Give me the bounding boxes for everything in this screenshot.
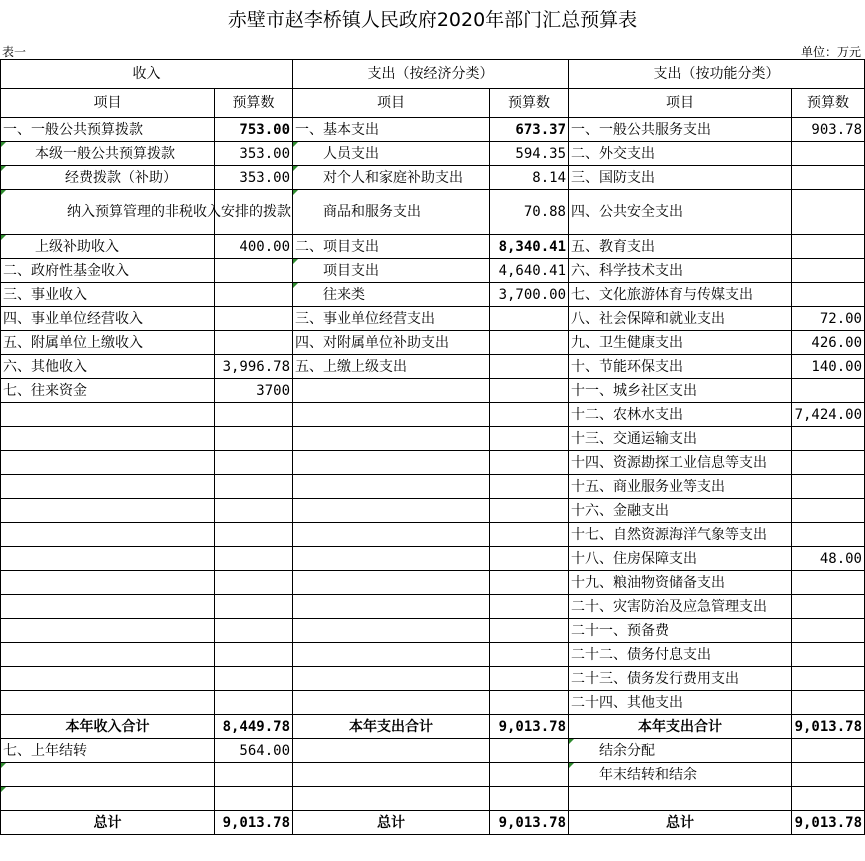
income-amount: 3700 (215, 379, 293, 403)
func-expense-item: 三、国防支出 (569, 166, 792, 190)
econ-expense-item (293, 499, 490, 523)
func-expense-amount (792, 499, 865, 523)
func-expense-item: 二十三、债务发行费用支出 (569, 667, 792, 691)
income-item: 本级一般公共预算拨款 (1, 142, 215, 166)
empty-cell (293, 787, 490, 811)
econ-expense-item (293, 523, 490, 547)
income-item: 三、事业收入 (1, 283, 215, 307)
balance-item: 结余分配 (569, 739, 792, 763)
func-expense-item: 十九、粮油物资储备支出 (569, 571, 792, 595)
func-expense-amount (792, 259, 865, 283)
func-expense-item: 十五、商业服务业等支出 (569, 475, 792, 499)
func-expense-amount (792, 427, 865, 451)
unit-label: 单位：万元 (800, 45, 861, 59)
econ-expense-amount (490, 451, 569, 475)
func-expense-amount: 140.00 (792, 355, 865, 379)
income-item (1, 595, 215, 619)
grand-total-econ-expense: 9,013.78 (490, 811, 569, 835)
econ-expense-item (293, 595, 490, 619)
grand-total-label: 总计 (293, 811, 490, 835)
income-amount: 353.00 (215, 142, 293, 166)
income-item: 上级补助收入 (1, 235, 215, 259)
econ-expense-item (293, 403, 490, 427)
econ-expense-amount (490, 307, 569, 331)
table-row (1, 190, 865, 235)
grand-total-label: 总计 (569, 811, 792, 835)
func-expense-item: 十八、住房保障支出 (569, 547, 792, 571)
func-expense-total-amount: 9,013.78 (792, 715, 865, 739)
table-row (1, 403, 865, 427)
income-amount: 753.00 (215, 118, 293, 142)
income-item (1, 547, 215, 571)
income-item (1, 475, 215, 499)
income-item (1, 619, 215, 643)
table-number: 表一 (2, 45, 27, 59)
income-amount (215, 403, 293, 427)
func-expense-item: 十一、城乡社区支出 (569, 379, 792, 403)
empty-cell (293, 739, 490, 763)
econ-expense-amount (490, 403, 569, 427)
econ-expense-amount (490, 571, 569, 595)
carryover-row (1, 763, 865, 787)
income-amount (215, 643, 293, 667)
func-expense-amount (792, 475, 865, 499)
income-item: 七、往来资金 (1, 379, 215, 403)
econ-expense-item: 一、基本支出 (293, 118, 490, 142)
econ-expense-item: 四、对附属单位补助支出 (293, 331, 490, 355)
func-expense-amount (792, 571, 865, 595)
func-expense-amount (792, 523, 865, 547)
func-expense-amount: 903.78 (792, 118, 865, 142)
econ-expense-amount: 4,640.41 (490, 259, 569, 283)
econ-expense-total-amount: 9,013.78 (490, 715, 569, 739)
income-amount (215, 571, 293, 595)
table-row (1, 691, 865, 715)
empty-cell (792, 763, 865, 787)
func-expense-item: 四、公共安全支出 (569, 190, 792, 235)
table-row (1, 475, 865, 499)
func-expense-item: 五、教育支出 (569, 235, 792, 259)
table-row (1, 379, 865, 403)
econ-expense-item (293, 547, 490, 571)
func-expense-item: 六、科学技术支出 (569, 259, 792, 283)
func-expense-amount (792, 451, 865, 475)
func-expense-amount: 426.00 (792, 331, 865, 355)
header-row-columns (1, 89, 865, 118)
income-total-label: 本年收入合计 (1, 715, 215, 739)
econ-expense-item: 五、上缴上级支出 (293, 355, 490, 379)
carryover-amount: 564.00 (215, 739, 293, 763)
func-expense-amount (792, 691, 865, 715)
func-expense-item: 二十一、预备费 (569, 619, 792, 643)
func-expense-item: 十、节能环保支出 (569, 355, 792, 379)
econ-expense-amount (490, 427, 569, 451)
econ-expense-item: 商品和服务支出 (293, 190, 490, 235)
func-expense-item: 二、外交支出 (569, 142, 792, 166)
carryover-item (1, 763, 215, 787)
income-amount (215, 619, 293, 643)
income-amount: 353.00 (215, 166, 293, 190)
func-expense-amount (792, 235, 865, 259)
column-header-amount: 预算数 (490, 89, 569, 118)
econ-expense-amount (490, 355, 569, 379)
income-item (1, 523, 215, 547)
func-expense-item: 九、卫生健康支出 (569, 331, 792, 355)
econ-expense-amount (490, 331, 569, 355)
income-item: 经费拨款（补助） (1, 166, 215, 190)
income-item: 六、其他收入 (1, 355, 215, 379)
income-amount (215, 283, 293, 307)
table-row (1, 166, 865, 190)
table-row (1, 283, 865, 307)
income-amount (215, 259, 293, 283)
func-expense-item: 十四、资源勘探工业信息等支出 (569, 451, 792, 475)
empty-cell (490, 763, 569, 787)
econ-expense-amount: 594.35 (490, 142, 569, 166)
econ-expense-item (293, 643, 490, 667)
table-row (1, 499, 865, 523)
year-total-row (1, 715, 865, 739)
func-expense-amount (792, 190, 865, 235)
income-amount: 400.00 (215, 235, 293, 259)
econ-expense-amount: 70.88 (490, 190, 569, 235)
grand-total-func-expense: 9,013.78 (792, 811, 865, 835)
econ-expense-amount (490, 667, 569, 691)
income-item: 一、一般公共预算拨款 (1, 118, 215, 142)
func-expense-amount: 72.00 (792, 307, 865, 331)
budget-table (0, 59, 865, 835)
econ-expense-item (293, 571, 490, 595)
econ-expense-total-label: 本年支出合计 (293, 715, 490, 739)
carryover-row (1, 739, 865, 763)
income-amount (215, 595, 293, 619)
func-expense-amount (792, 595, 865, 619)
econ-expense-item: 往来类 (293, 283, 490, 307)
func-expense-item: 二十四、其他支出 (569, 691, 792, 715)
income-amount (215, 427, 293, 451)
func-expense-total-label: 本年支出合计 (569, 715, 792, 739)
func-expense-item: 十七、自然资源海洋气象等支出 (569, 523, 792, 547)
column-header-amount: 预算数 (215, 89, 293, 118)
econ-expense-item (293, 379, 490, 403)
income-amount (215, 547, 293, 571)
table-row (1, 523, 865, 547)
blank-row (1, 787, 865, 811)
func-expense-amount (792, 142, 865, 166)
table-row (1, 595, 865, 619)
income-item (1, 667, 215, 691)
table-row (1, 331, 865, 355)
func-expense-item: 二十二、债务付息支出 (569, 643, 792, 667)
econ-expense-amount: 8.14 (490, 166, 569, 190)
econ-expense-amount (490, 523, 569, 547)
income-total-amount: 8,449.78 (215, 715, 293, 739)
econ-expense-item (293, 619, 490, 643)
func-expense-item: 十三、交通运输支出 (569, 427, 792, 451)
table-row (1, 451, 865, 475)
grand-total-row (1, 811, 865, 835)
income-amount (215, 190, 293, 235)
income-item (1, 451, 215, 475)
income-item: 二、政府性基金收入 (1, 259, 215, 283)
table-row (1, 547, 865, 571)
income-item: 纳入预算管理的非税收入安排的拨款 (1, 190, 215, 235)
income-item: 四、事业单位经营收入 (1, 307, 215, 331)
func-expense-amount (792, 283, 865, 307)
econ-expense-amount (490, 499, 569, 523)
column-header-item: 项目 (293, 89, 490, 118)
income-amount (215, 331, 293, 355)
income-group-header: 收入 (1, 60, 293, 89)
empty-cell (792, 787, 865, 811)
func-expense-item: 二十、灾害防治及应急管理支出 (569, 595, 792, 619)
empty-cell (569, 787, 792, 811)
income-amount (215, 499, 293, 523)
income-item (1, 427, 215, 451)
table-row (1, 307, 865, 331)
func-expense-item: 八、社会保障和就业支出 (569, 307, 792, 331)
empty-cell (490, 739, 569, 763)
balance-item: 年末结转和结余 (569, 763, 792, 787)
empty-cell (490, 787, 569, 811)
econ-expense-amount (490, 595, 569, 619)
econ-expense-item: 项目支出 (293, 259, 490, 283)
func-expense-item: 一、一般公共服务支出 (569, 118, 792, 142)
income-item (1, 499, 215, 523)
table-row (1, 571, 865, 595)
econ-expense-amount (490, 643, 569, 667)
econ-expense-item: 人员支出 (293, 142, 490, 166)
income-amount (215, 451, 293, 475)
func-expense-amount (792, 619, 865, 643)
carryover-amount (215, 763, 293, 787)
income-item: 五、附属单位上缴收入 (1, 331, 215, 355)
table-row (1, 427, 865, 451)
income-item (1, 403, 215, 427)
page-title: 赤壁市赵李桥镇人民政府2020年部门汇总预算表 (227, 9, 638, 31)
econ-expense-amount (490, 691, 569, 715)
func-expense-amount (792, 643, 865, 667)
econ-expense-amount (490, 475, 569, 499)
func-expense-amount: 7,424.00 (792, 403, 865, 427)
column-header-item: 项目 (1, 89, 215, 118)
income-amount (215, 667, 293, 691)
table-row (1, 142, 865, 166)
econ-expense-amount: 673.37 (490, 118, 569, 142)
income-amount (215, 523, 293, 547)
column-header-amount: 预算数 (792, 89, 865, 118)
income-amount (215, 475, 293, 499)
table-row (1, 355, 865, 379)
table-row (1, 235, 865, 259)
income-item (1, 571, 215, 595)
table-row (1, 619, 865, 643)
econ-expense-item: 对个人和家庭补助支出 (293, 166, 490, 190)
econ-expense-item (293, 427, 490, 451)
empty-cell (1, 787, 215, 811)
func-expense-item: 七、文化旅游体育与传媒支出 (569, 283, 792, 307)
econ-expense-item (293, 475, 490, 499)
table-row (1, 118, 865, 142)
econ-expense-item (293, 667, 490, 691)
func-expense-amount (792, 667, 865, 691)
econ-expense-item: 三、事业单位经营支出 (293, 307, 490, 331)
econ-expense-amount (490, 379, 569, 403)
grand-total-label: 总计 (1, 811, 215, 835)
empty-cell (792, 739, 865, 763)
econ-expense-item: 二、项目支出 (293, 235, 490, 259)
econ-expense-item (293, 691, 490, 715)
func-expense-amount: 48.00 (792, 547, 865, 571)
empty-cell (215, 787, 293, 811)
func-expense-item: 十六、金融支出 (569, 499, 792, 523)
income-amount: 3,996.78 (215, 355, 293, 379)
table-row (1, 259, 865, 283)
grand-total-income: 9,013.78 (215, 811, 293, 835)
carryover-item: 七、上年结转 (1, 739, 215, 763)
func-expense-group-header: 支出（按功能分类） (569, 60, 865, 89)
econ-expense-group-header: 支出（按经济分类） (293, 60, 569, 89)
econ-expense-item (293, 451, 490, 475)
table-row (1, 667, 865, 691)
header-row-groups (1, 60, 865, 89)
column-header-item: 项目 (569, 89, 792, 118)
func-expense-item: 十二、农林水支出 (569, 403, 792, 427)
econ-expense-amount: 8,340.41 (490, 235, 569, 259)
table-row (1, 643, 865, 667)
econ-expense-amount: 3,700.00 (490, 283, 569, 307)
econ-expense-amount (490, 547, 569, 571)
income-amount (215, 691, 293, 715)
func-expense-amount (792, 379, 865, 403)
income-amount (215, 307, 293, 331)
income-item (1, 691, 215, 715)
func-expense-amount (792, 166, 865, 190)
income-item (1, 643, 215, 667)
econ-expense-amount (490, 619, 569, 643)
empty-cell (293, 763, 490, 787)
